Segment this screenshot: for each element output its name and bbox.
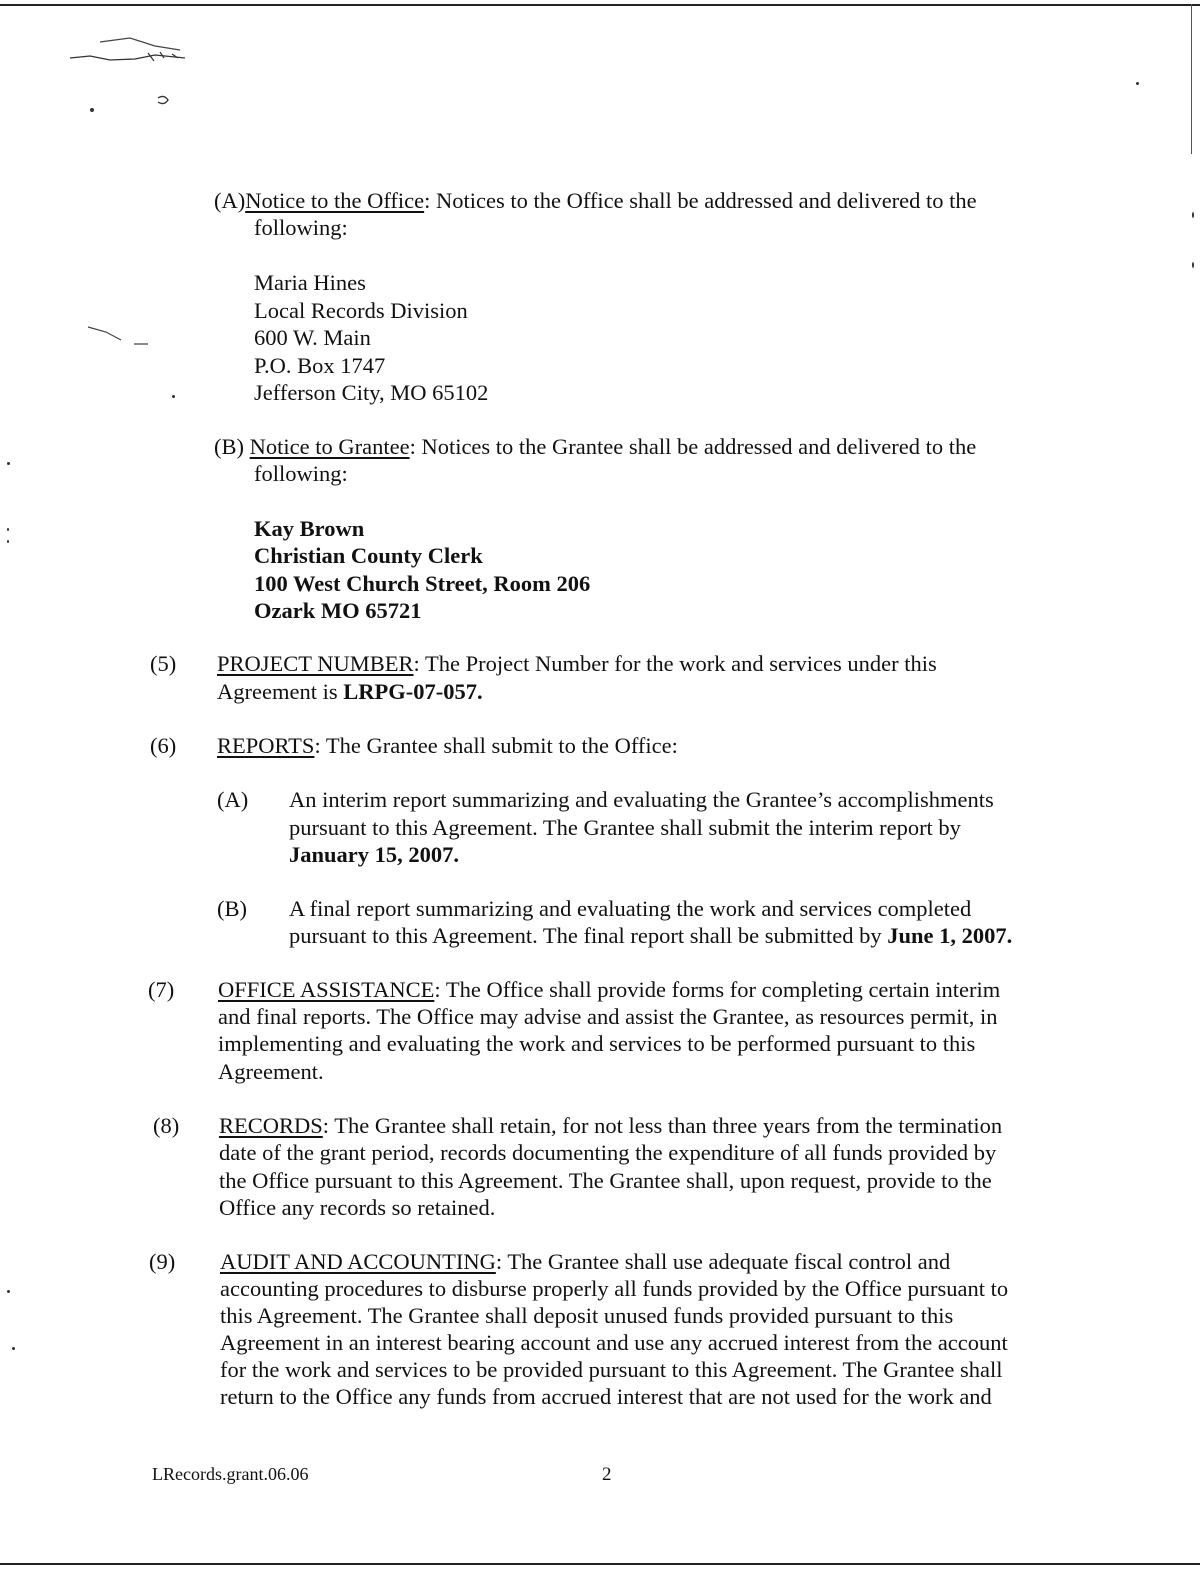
scan-border-right <box>1191 4 1192 154</box>
reports-line <box>217 732 678 760</box>
scan-smudge-mark <box>86 322 156 352</box>
section-heading: AUDIT AND ACCOUNTING <box>220 1249 496 1274</box>
project-number-line-2 <box>217 678 483 706</box>
project-number: LRPG-07-057. <box>343 679 483 704</box>
section-text: and final reports. The Office may advise and assist the Grantee, as resources permit, in <box>218 1004 998 1029</box>
section-text: Agreement is <box>217 679 344 704</box>
section-number: (6) <box>150 733 177 758</box>
section-text: return to the Office any funds from accrued interest that are not used for the work and <box>220 1384 992 1409</box>
interim-report-date: January 15, 2007. <box>289 842 460 867</box>
section-text: the Office pursuant to this Agreement. The Grantee shall, upon request, provide to the <box>219 1168 992 1193</box>
section-text: : The Grantee shall retain, for not less than three years from the termination <box>322 1113 1003 1138</box>
section-heading: RECORDS <box>219 1113 323 1138</box>
address-line: Maria Hines <box>254 270 366 295</box>
final-report-date: June 1, 2007. <box>887 923 1013 948</box>
section-text: Office any records so retained. <box>219 1195 496 1220</box>
project-number-line <box>217 650 937 678</box>
section-text: Agreement. <box>218 1059 324 1084</box>
records-line <box>219 1112 1002 1140</box>
clause-text-cont: following: <box>254 461 348 486</box>
section-text: : The Grantee shall submit to the Office: <box>314 733 678 758</box>
address-line: Kay Brown <box>254 516 365 541</box>
section-text: accounting procedures to disburse properly all funds provided by the Office pursuant to <box>220 1276 1009 1301</box>
address-line: Christian County Clerk <box>254 543 483 568</box>
scan-dot <box>1136 82 1139 85</box>
section-text: date of the grant period, records documenting the expenditure of all funds provided by <box>219 1140 997 1165</box>
interim-report-line: pursuant to this Agreement. The Grantee shall submit the interim report by <box>289 815 961 840</box>
section-text: : The Grantee shall use adequate fiscal control and <box>495 1249 951 1274</box>
audit-line <box>220 1248 950 1276</box>
office-assistance-line <box>218 976 1000 1004</box>
scan-dot <box>7 1290 10 1293</box>
scan-dot <box>7 540 9 543</box>
section-text: : The Project Number for the work and services under this <box>413 651 937 676</box>
address-line: 600 W. Main <box>254 325 371 350</box>
scan-dot <box>7 462 10 465</box>
scan-dot <box>1192 262 1194 268</box>
section-text: pursuant to this Agreement. The final report shall be submitted by <box>289 923 888 948</box>
section-text: this Agreement. The Grantee shall deposit unused funds provided pursuant to this <box>220 1303 954 1328</box>
clause-text: : Notices to the Grantee shall be addressed and delivered to the <box>409 434 977 459</box>
section-text: for the work and services to be provided pursuant to this Agreement. The Grantee shall <box>220 1357 1003 1382</box>
clause-text: : Notices to the Office shall be addressed and delivered to the <box>424 188 977 213</box>
footer-doc-id: LRecords.grant.06.06 <box>152 1464 309 1484</box>
clause-heading: Notice to Grantee <box>249 434 410 459</box>
clause-label: (B) <box>217 896 247 921</box>
address-line: Ozark MO 65721 <box>254 598 422 623</box>
section-number: (5) <box>150 651 177 676</box>
notice-grantee-line <box>214 433 976 461</box>
clause-label: (A) <box>217 787 249 812</box>
section-heading: REPORTS <box>217 733 315 758</box>
address-line: Jefferson City, MO 65102 <box>254 380 489 405</box>
scan-border-top <box>0 4 1200 6</box>
section-number: (9) <box>149 1249 176 1274</box>
clause-label: (A) <box>214 188 246 213</box>
clause-text-cont: following: <box>254 215 348 240</box>
scan-border-bottom <box>0 1563 1200 1565</box>
scan-dot <box>12 1347 15 1350</box>
scan-dot <box>7 528 9 531</box>
section-text: implementing and evaluating the work and services to be performed pursuant to this <box>218 1031 976 1056</box>
final-report-line: A final report summarizing and evaluating the work and services completed <box>289 896 972 921</box>
scan-dot <box>1192 212 1194 218</box>
scan-dot <box>172 395 175 398</box>
interim-report-line: An interim report summarizing and evaluating the Grantee’s accomplishments <box>289 787 994 812</box>
address-line: Local Records Division <box>254 298 468 323</box>
address-line: P.O. Box 1747 <box>254 353 386 378</box>
address-line: 100 West Church Street, Room 206 <box>254 571 591 596</box>
section-text: : The Office shall provide forms for completing certain interim <box>434 977 1001 1002</box>
notice-office-line <box>214 187 977 215</box>
final-report-line <box>289 922 1012 950</box>
section-text: Agreement in an interest bearing account and use any accrued interest from the account <box>220 1330 1008 1355</box>
clause-label: (B) <box>214 434 244 459</box>
section-heading: OFFICE ASSISTANCE <box>218 977 435 1002</box>
scan-smudge-marks <box>60 28 200 118</box>
section-heading: PROJECT NUMBER <box>217 651 414 676</box>
section-number: (8) <box>153 1113 180 1138</box>
clause-heading: Notice to the Office <box>245 188 425 213</box>
section-number: (7) <box>148 977 175 1002</box>
page-number: 2 <box>602 1464 612 1485</box>
